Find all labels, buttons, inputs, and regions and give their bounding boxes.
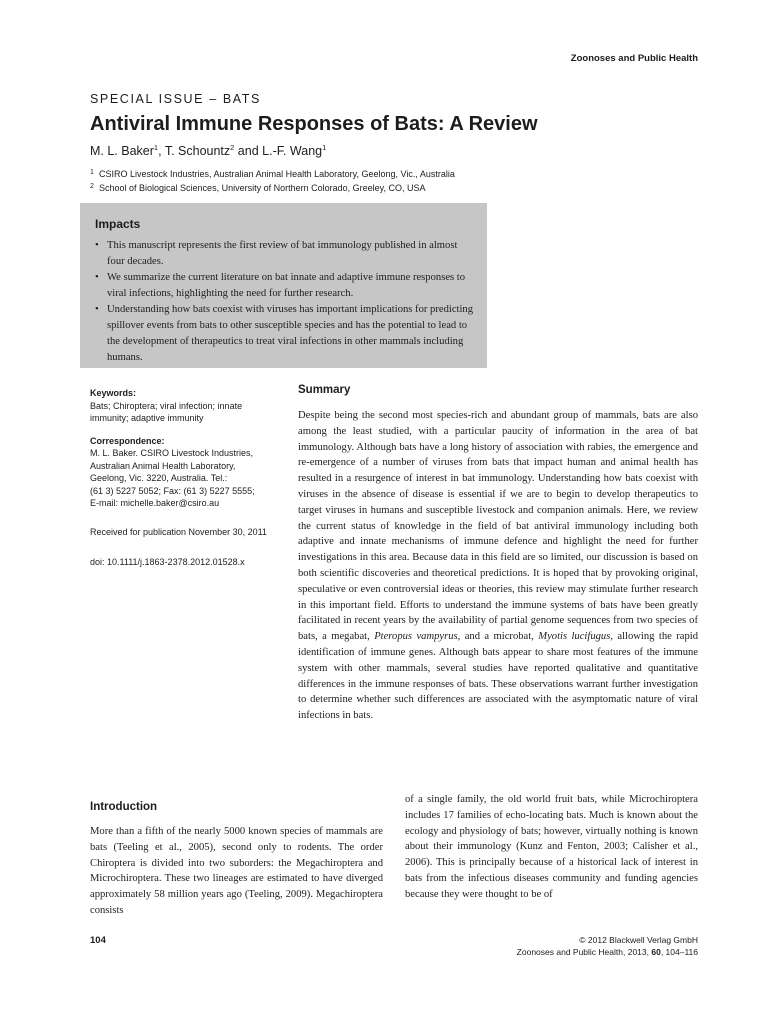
impact-item: • Understanding how bats coexist with viruses has important implications for predicting spillover events from bats to other susceptible species and has the potential to lead to the development of therapeutics to treat viral infections in other mammals including humans. bbox=[95, 302, 477, 366]
citation-prefix: Zoonoses and Public Health, 2013, bbox=[516, 947, 652, 957]
citation-suffix: , 104–116 bbox=[660, 947, 698, 957]
keywords-heading: Keywords: bbox=[90, 388, 137, 398]
introduction-column-1: More than a fifth of the nearly 5000 known species of mammals are bats (Teeling et al., 2005), second only to rodents. The order Chiroptera is divided into two suborders: the Megachiroptera and Microchiroptera. These two lineages are estimated to have diverged approximately 58 million years ago (Teeling, 2009). Megachiroptera consists bbox=[90, 826, 383, 916]
author-name: L.-F. Wang bbox=[262, 144, 323, 159]
correspondence-line: Australian Animal Health Laboratory, bbox=[90, 460, 236, 471]
author-separator: and bbox=[234, 144, 263, 159]
affiliation-text: School of Biological Sciences, University of Northern Colorado, Greeley, CO, USA bbox=[99, 183, 426, 193]
special-issue-label: SPECIAL ISSUE – BATS bbox=[90, 92, 261, 106]
summary-part: , and a microbat, bbox=[457, 631, 539, 643]
author-name: M. L. Baker bbox=[90, 144, 154, 159]
volume-number: 60 bbox=[651, 947, 661, 957]
journal-header: Zoonoses and Public Health bbox=[570, 53, 698, 64]
keywords-block bbox=[90, 387, 280, 425]
author-line bbox=[90, 143, 326, 158]
impact-item: • This manuscript represents the first review of bat immunology published in almost four decades. bbox=[95, 238, 477, 270]
received-date: Received for publication November 30, 2011 bbox=[90, 526, 267, 537]
correspondence-line: M. L. Baker. CSIRO Livestock Industries, bbox=[90, 448, 254, 458]
correspondence-email: E-mail: michelle.baker@csiro.au bbox=[90, 498, 220, 508]
article-title: Antiviral Immune Responses of Bats: A Review bbox=[90, 113, 538, 135]
doi: doi: 10.1111/j.1863-2378.2012.01528.x bbox=[90, 557, 245, 567]
page-number: 104 bbox=[90, 935, 106, 946]
summary-part: , allowing the rapid identification of immune genes. Although bats appear to share most features of the immune system with other mammals, several studies have reported qualitative and quantitative differences in the immune responses of bats. These observations warrant further investigation to determine whether such differences are associated with the asymptomatic nature of viral infections in bats. bbox=[298, 631, 699, 722]
affiliation bbox=[90, 169, 455, 179]
impacts-heading: Impacts bbox=[95, 217, 141, 231]
summary-part: Despite being the second most species-rich and abundant group of mammals, bats are also among the least studied, with a particular paucity of information in the area of bat immunology. Although bats have a long history of association with rabies, the emergence and re-emergence of a number of viruses from bats that impact human and animal health has resulted in a resurgence of interest in bat immunology. Understanding how bats coexist with viruses in the absence of disease is essential if we are to begin to develop therapeutics to target viruses in humans and susceptible livestock and companion animals. Here, we review the current status of knowledge in the field of bat antiviral immunology including both adaptive and innate mechanisms of immune defence and highlight the need for further investigations in this area. Because data in this field are so limited, our discussion is based on both scientific discoveries and theoretical predictions. It is hoped that by provoking original, speculative or even controversial ideas or theories, this review may stimulate further research in this important field. Efforts to understand the immune systems of bats have been greatly facilitated in recent years by the availability of partial genome sequences from two species of bats, a megabat, bbox=[298, 410, 698, 643]
keywords-text: Bats; Chiroptera; viral infection; innate immunity; adaptive immunity bbox=[90, 400, 243, 423]
author-name: T. Schountz bbox=[164, 144, 231, 159]
affiliation-mark: 1 bbox=[90, 169, 94, 176]
species-name: Myotis lucifugus bbox=[538, 631, 611, 643]
summary-heading: Summary bbox=[298, 384, 351, 396]
impacts-box bbox=[80, 203, 487, 368]
affiliation-mark: 2 bbox=[90, 183, 94, 190]
author-affiliation-mark: 1 bbox=[322, 143, 327, 152]
affiliation-text: CSIRO Livestock Industries, Australian Animal Health Laboratory, Geelong, Vic., Australia bbox=[99, 169, 455, 179]
summary-text bbox=[298, 408, 698, 724]
author-affiliation-mark: 2 bbox=[230, 143, 235, 152]
correspondence-line: Geelong, Vic. 3220, Australia. Tel.: bbox=[90, 473, 228, 483]
introduction-heading: Introduction bbox=[90, 801, 158, 813]
correspondence-line: (61 3) 5227 5052; Fax: (61 3) 5227 5555; bbox=[90, 485, 255, 496]
author-affiliation-mark: 1 bbox=[153, 143, 159, 152]
article-info-sidebar bbox=[90, 387, 280, 579]
correspondence-block bbox=[90, 435, 280, 510]
citation-line bbox=[517, 947, 698, 957]
introduction-column-2: of a single family, the old world fruit bats, while Microchiroptera includes 17 families of echo-locating bats. Much is known about the ecology and physiology of bats; however, virtually nothing is known about their immunology (Kunz and Fenton, 2003; Calisher et al., 2006). This is principally because of a historical lack of interest in bats from the infectious diseases community and funding agencies because they were thought to be of bbox=[405, 794, 698, 900]
author-separator: , bbox=[158, 144, 165, 159]
copyright-notice: © 2012 Blackwell Verlag GmbH bbox=[579, 935, 698, 945]
impact-item: • We summarize the current literature on bat innate and adaptive immune responses to viral infections, highlighting the need for further research. bbox=[95, 270, 477, 302]
impacts-list bbox=[95, 238, 477, 366]
species-name: Pteropus vampyrus bbox=[374, 631, 458, 643]
correspondence-heading: Correspondence: bbox=[90, 435, 165, 446]
affiliation bbox=[90, 183, 425, 193]
